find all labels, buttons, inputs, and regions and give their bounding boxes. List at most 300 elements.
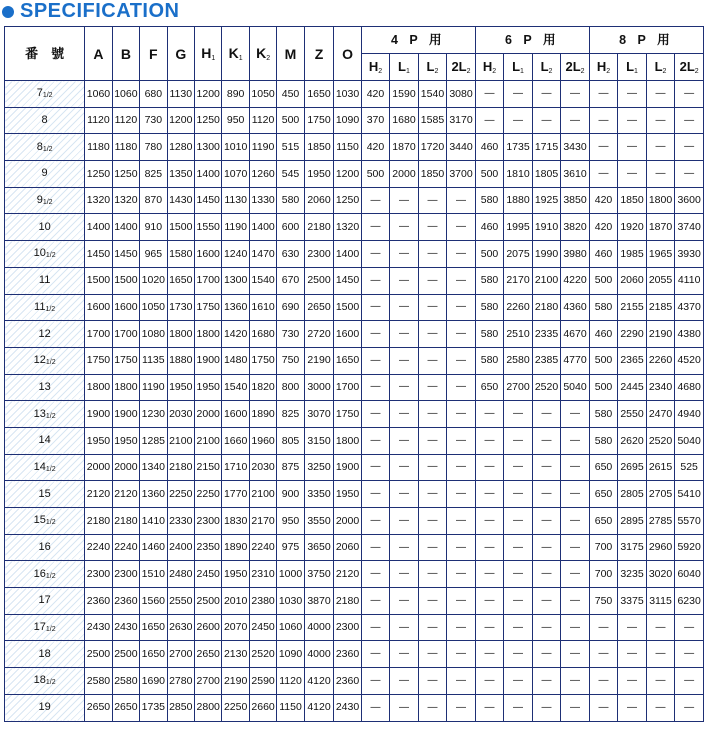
value-cell: — — [475, 694, 504, 721]
value-cell: — — [390, 668, 419, 695]
row-fraction: 1/2 — [45, 252, 56, 260]
value-cell: 2500 — [112, 641, 139, 668]
value-cell: 700 — [589, 561, 618, 588]
value-cell: 1950 — [222, 561, 249, 588]
value-cell: — — [418, 561, 447, 588]
value-cell: 2800 — [194, 694, 221, 721]
table-header — [5, 27, 704, 81]
value-cell: 1700 — [112, 321, 139, 348]
value-cell: 2450 — [249, 614, 276, 641]
column-subscript: 1 — [520, 67, 524, 75]
column-subscript: 1 — [634, 67, 638, 75]
value-cell: 1200 — [167, 107, 194, 134]
value-cell: — — [390, 187, 419, 214]
value-cell: — — [418, 694, 447, 721]
row-number: 12 — [33, 354, 46, 367]
value-cell: 3440 — [447, 134, 476, 161]
value-cell: 2580 — [504, 347, 533, 374]
value-cell: 2180 — [112, 508, 139, 535]
value-cell: 1810 — [504, 161, 533, 188]
value-cell: — — [418, 481, 447, 508]
value-cell: — — [532, 588, 561, 615]
value-cell: 3980 — [561, 241, 590, 268]
value-cell: 1200 — [194, 81, 221, 108]
value-cell: — — [390, 454, 419, 481]
value-cell: 3850 — [561, 187, 590, 214]
value-cell: — — [390, 427, 419, 454]
value-cell: 1330 — [249, 187, 276, 214]
value-cell: — — [361, 427, 390, 454]
value-cell: — — [561, 694, 590, 721]
value-cell: — — [504, 588, 533, 615]
value-cell: 825 — [140, 161, 167, 188]
value-cell: 1750 — [194, 294, 221, 321]
value-cell: — — [475, 401, 504, 428]
value-cell: 460 — [589, 321, 618, 348]
value-cell: 1600 — [222, 401, 249, 428]
value-cell: — — [675, 161, 704, 188]
value-cell: 1130 — [222, 187, 249, 214]
value-cell: 3820 — [561, 214, 590, 241]
value-cell: 2120 — [112, 481, 139, 508]
value-cell: — — [561, 481, 590, 508]
value-cell: 420 — [589, 214, 618, 241]
value-cell: 2055 — [646, 267, 675, 294]
row-number-cell — [5, 561, 85, 588]
table-row — [5, 107, 704, 134]
value-cell: 1060 — [277, 614, 304, 641]
column-subscript: 2 — [466, 67, 471, 75]
value-cell: 3550 — [304, 508, 334, 535]
value-cell: 1650 — [140, 641, 167, 668]
table-row — [5, 454, 704, 481]
table-row — [5, 321, 704, 348]
value-cell: — — [589, 668, 618, 695]
value-cell: — — [447, 454, 476, 481]
value-cell: 1585 — [418, 107, 447, 134]
value-cell: 1050 — [249, 81, 276, 108]
value-cell: 2190 — [646, 321, 675, 348]
value-cell: 3600 — [675, 187, 704, 214]
value-cell: 1870 — [390, 134, 419, 161]
value-cell: 2340 — [646, 374, 675, 401]
value-cell: — — [447, 668, 476, 695]
value-cell: 1750 — [334, 401, 361, 428]
value-cell: 1960 — [249, 427, 276, 454]
value-cell: 1500 — [112, 267, 139, 294]
value-cell: 2430 — [112, 614, 139, 641]
value-cell: 6040 — [675, 561, 704, 588]
value-cell: 1950 — [112, 427, 139, 454]
value-cell: 1180 — [85, 134, 112, 161]
value-cell: 500 — [361, 161, 390, 188]
value-cell: — — [646, 161, 675, 188]
value-cell: 6230 — [675, 588, 704, 615]
value-cell: 1450 — [112, 241, 139, 268]
table-row — [5, 668, 704, 695]
column-letter: K — [228, 44, 239, 61]
value-cell: 650 — [475, 374, 504, 401]
row-number-cell — [5, 134, 85, 161]
table-row — [5, 401, 704, 428]
value-cell: — — [589, 161, 618, 188]
value-cell: — — [418, 534, 447, 561]
value-cell: 805 — [277, 427, 304, 454]
column-header — [561, 54, 590, 81]
value-cell: 670 — [277, 267, 304, 294]
value-cell: 580 — [475, 267, 504, 294]
table-row — [5, 81, 704, 108]
column-letter: 2L — [451, 58, 467, 74]
row-number: 18 — [38, 647, 51, 660]
value-cell: 1135 — [140, 347, 167, 374]
value-cell: 4000 — [304, 614, 334, 641]
column-letter: A — [93, 45, 104, 62]
column-letter: L — [512, 58, 521, 74]
column-letter: H — [201, 44, 212, 61]
value-cell: — — [447, 401, 476, 428]
value-cell: 2300 — [334, 614, 361, 641]
row-number: 11 — [34, 300, 46, 313]
value-cell: — — [646, 134, 675, 161]
value-cell: 2030 — [167, 401, 194, 428]
table-row — [5, 614, 704, 641]
column-letter: Z — [314, 45, 324, 62]
value-cell: 2805 — [618, 481, 647, 508]
value-cell: 2520 — [532, 374, 561, 401]
table-row — [5, 374, 704, 401]
value-cell: 4000 — [304, 641, 334, 668]
value-cell: 1800 — [646, 187, 675, 214]
value-cell: 2430 — [334, 694, 361, 721]
value-cell: 1500 — [167, 214, 194, 241]
value-cell: 5410 — [675, 481, 704, 508]
value-cell: — — [418, 454, 447, 481]
value-cell: 2240 — [112, 534, 139, 561]
value-cell: — — [561, 81, 590, 108]
group-header: 8 P 用 — [589, 27, 703, 54]
value-cell: — — [390, 614, 419, 641]
value-cell: — — [532, 561, 561, 588]
value-cell: — — [504, 694, 533, 721]
value-cell: 1320 — [85, 187, 112, 214]
value-cell: 2580 — [112, 668, 139, 695]
value-cell: — — [447, 508, 476, 535]
row-number-cell — [5, 161, 85, 188]
value-cell: — — [532, 427, 561, 454]
value-cell: 2445 — [618, 374, 647, 401]
value-cell: 2660 — [249, 694, 276, 721]
value-cell: 1400 — [112, 214, 139, 241]
value-cell: 780 — [140, 134, 167, 161]
value-cell: 2075 — [504, 241, 533, 268]
table-row — [5, 267, 704, 294]
value-cell: 1700 — [85, 321, 112, 348]
table-row — [5, 427, 704, 454]
value-cell: 460 — [475, 134, 504, 161]
value-cell: 1735 — [504, 134, 533, 161]
value-cell: 580 — [475, 294, 504, 321]
value-cell: — — [475, 641, 504, 668]
value-cell: — — [447, 374, 476, 401]
value-cell: 1820 — [249, 374, 276, 401]
value-cell: 1730 — [167, 294, 194, 321]
value-cell: 1350 — [167, 161, 194, 188]
value-cell: 1880 — [167, 347, 194, 374]
column-header — [85, 27, 112, 81]
value-cell: — — [475, 668, 504, 695]
value-cell: — — [532, 614, 561, 641]
value-cell: 4380 — [675, 321, 704, 348]
value-cell: 2520 — [646, 427, 675, 454]
value-cell: 1900 — [112, 401, 139, 428]
value-cell: 2360 — [112, 588, 139, 615]
value-cell: — — [589, 81, 618, 108]
column-letter: L — [626, 58, 635, 74]
group-header: 6 P 用 — [475, 27, 589, 54]
value-cell: 1080 — [140, 321, 167, 348]
value-cell: — — [475, 107, 504, 134]
column-subscript: 2 — [694, 67, 699, 75]
column-header — [222, 27, 249, 81]
value-cell: 1400 — [85, 214, 112, 241]
value-cell: 2400 — [167, 534, 194, 561]
column-subscript: 2 — [434, 67, 439, 75]
value-cell: 2700 — [504, 374, 533, 401]
value-cell: — — [475, 508, 504, 535]
table-row — [5, 347, 704, 374]
value-cell: — — [418, 321, 447, 348]
value-cell: 2360 — [334, 641, 361, 668]
value-cell: 3430 — [561, 134, 590, 161]
value-cell: — — [561, 401, 590, 428]
column-letter: O — [342, 45, 353, 62]
column-letter: L — [654, 58, 663, 74]
column-letter: G — [175, 45, 187, 62]
value-cell: — — [418, 427, 447, 454]
value-cell: 1950 — [167, 374, 194, 401]
value-cell: — — [447, 534, 476, 561]
value-cell: — — [561, 668, 590, 695]
value-cell: 2520 — [249, 641, 276, 668]
table-row — [5, 134, 704, 161]
value-cell: — — [646, 641, 675, 668]
value-cell: 1200 — [334, 161, 361, 188]
value-cell: — — [618, 107, 647, 134]
value-cell: 700 — [589, 534, 618, 561]
row-fraction: 1/2 — [45, 305, 56, 313]
value-cell: — — [561, 107, 590, 134]
row-number: 8 — [36, 140, 43, 153]
value-cell: 2180 — [167, 454, 194, 481]
row-number: 15 — [33, 514, 46, 527]
value-cell: 2430 — [85, 614, 112, 641]
value-cell: 1230 — [140, 401, 167, 428]
value-cell: 650 — [589, 454, 618, 481]
value-cell: 3610 — [561, 161, 590, 188]
row-number: 16 — [33, 567, 46, 580]
value-cell: — — [475, 561, 504, 588]
value-cell: — — [504, 81, 533, 108]
value-cell: — — [561, 588, 590, 615]
value-cell: 2385 — [532, 347, 561, 374]
value-cell: 1030 — [334, 81, 361, 108]
value-cell: 2170 — [249, 508, 276, 535]
value-cell: — — [646, 694, 675, 721]
value-cell: 2470 — [646, 401, 675, 428]
number-header: 番 號 — [5, 27, 85, 81]
value-cell: — — [618, 668, 647, 695]
value-cell: 1060 — [112, 81, 139, 108]
column-letter: K — [256, 44, 267, 61]
value-cell: 1540 — [222, 374, 249, 401]
column-header — [361, 54, 390, 81]
table-row — [5, 561, 704, 588]
value-cell: 1250 — [85, 161, 112, 188]
value-cell: 2260 — [504, 294, 533, 321]
value-cell: 1550 — [194, 214, 221, 241]
group-header: 4 P 用 — [361, 27, 475, 54]
value-cell: 1300 — [194, 134, 221, 161]
value-cell: 1650 — [334, 347, 361, 374]
value-cell: — — [418, 347, 447, 374]
value-cell: 1950 — [334, 481, 361, 508]
value-cell: — — [361, 401, 390, 428]
value-cell: — — [589, 614, 618, 641]
column-letter: 2L — [565, 58, 581, 74]
value-cell: 870 — [140, 187, 167, 214]
value-cell: 1030 — [277, 588, 304, 615]
value-cell: 1890 — [222, 534, 249, 561]
value-cell: 5920 — [675, 534, 704, 561]
value-cell: 4120 — [304, 694, 334, 721]
row-number-cell — [5, 267, 85, 294]
value-cell: 1650 — [140, 614, 167, 641]
row-number: 17 — [33, 621, 46, 634]
value-cell: 1800 — [85, 374, 112, 401]
value-cell: 1070 — [222, 161, 249, 188]
value-cell: 2060 — [304, 187, 334, 214]
column-header — [112, 27, 139, 81]
value-cell: 2335 — [532, 321, 561, 348]
value-cell: 1190 — [140, 374, 167, 401]
row-fraction: 1/2 — [45, 519, 56, 527]
value-cell: 3235 — [618, 561, 647, 588]
value-cell: 2590 — [249, 668, 276, 695]
value-cell: 1700 — [334, 374, 361, 401]
value-cell: 650 — [589, 508, 618, 535]
value-cell: 2380 — [249, 588, 276, 615]
row-number-cell — [5, 694, 85, 721]
value-cell: 1900 — [194, 347, 221, 374]
value-cell: 1985 — [618, 241, 647, 268]
value-cell: — — [447, 294, 476, 321]
value-cell: 2240 — [249, 534, 276, 561]
value-cell: — — [390, 321, 419, 348]
value-cell: 2300 — [112, 561, 139, 588]
value-cell: 2850 — [167, 694, 194, 721]
value-cell: 950 — [222, 107, 249, 134]
value-cell: 4370 — [675, 294, 704, 321]
value-cell: — — [390, 374, 419, 401]
value-cell: 1610 — [249, 294, 276, 321]
value-cell: 3375 — [618, 588, 647, 615]
value-cell: 580 — [589, 294, 618, 321]
column-header — [194, 27, 221, 81]
value-cell: 3070 — [304, 401, 334, 428]
column-letter: L — [398, 58, 406, 74]
value-cell: — — [504, 107, 533, 134]
value-cell: 1400 — [194, 161, 221, 188]
column-header — [618, 54, 647, 81]
value-cell: — — [361, 641, 390, 668]
value-cell: — — [589, 694, 618, 721]
value-cell: 875 — [277, 454, 304, 481]
value-cell: 1680 — [390, 107, 419, 134]
value-cell: 1690 — [140, 668, 167, 695]
value-cell: 2060 — [618, 267, 647, 294]
value-cell: — — [475, 481, 504, 508]
value-cell: 2180 — [304, 214, 334, 241]
value-cell: 420 — [361, 134, 390, 161]
row-number: 12 — [38, 327, 51, 340]
value-cell: 2120 — [334, 561, 361, 588]
table-row — [5, 161, 704, 188]
value-cell: — — [532, 694, 561, 721]
value-cell: 1470 — [249, 241, 276, 268]
value-cell: 2700 — [167, 641, 194, 668]
value-cell: — — [390, 267, 419, 294]
value-cell: 1540 — [418, 81, 447, 108]
value-cell: 1680 — [249, 321, 276, 348]
value-cell: 910 — [140, 214, 167, 241]
value-cell: 730 — [140, 107, 167, 134]
value-cell: 460 — [475, 214, 504, 241]
table-row — [5, 481, 704, 508]
column-header — [390, 54, 419, 81]
value-cell: 4520 — [675, 347, 704, 374]
value-cell: — — [475, 588, 504, 615]
value-cell: 2365 — [618, 347, 647, 374]
value-cell: 4680 — [675, 374, 704, 401]
column-letter: H — [368, 58, 379, 74]
row-number: 10 — [38, 220, 51, 233]
value-cell: — — [418, 187, 447, 214]
value-cell: 1770 — [222, 481, 249, 508]
value-cell: 1510 — [140, 561, 167, 588]
value-cell: 2500 — [194, 588, 221, 615]
value-cell: 2100 — [167, 427, 194, 454]
value-cell: 580 — [475, 187, 504, 214]
value-cell: — — [675, 81, 704, 108]
value-cell: — — [675, 694, 704, 721]
row-number-cell — [5, 668, 85, 695]
table-row — [5, 694, 704, 721]
value-cell: — — [418, 214, 447, 241]
value-cell: — — [561, 561, 590, 588]
row-number-cell — [5, 641, 85, 668]
value-cell: 1190 — [222, 214, 249, 241]
value-cell: — — [361, 294, 390, 321]
value-cell: — — [561, 427, 590, 454]
value-cell: 2190 — [222, 668, 249, 695]
value-cell: 1590 — [390, 81, 419, 108]
value-cell: 1090 — [334, 107, 361, 134]
value-cell: 4770 — [561, 347, 590, 374]
value-cell: 5040 — [675, 427, 704, 454]
value-cell: 580 — [277, 187, 304, 214]
row-number-cell — [5, 347, 85, 374]
